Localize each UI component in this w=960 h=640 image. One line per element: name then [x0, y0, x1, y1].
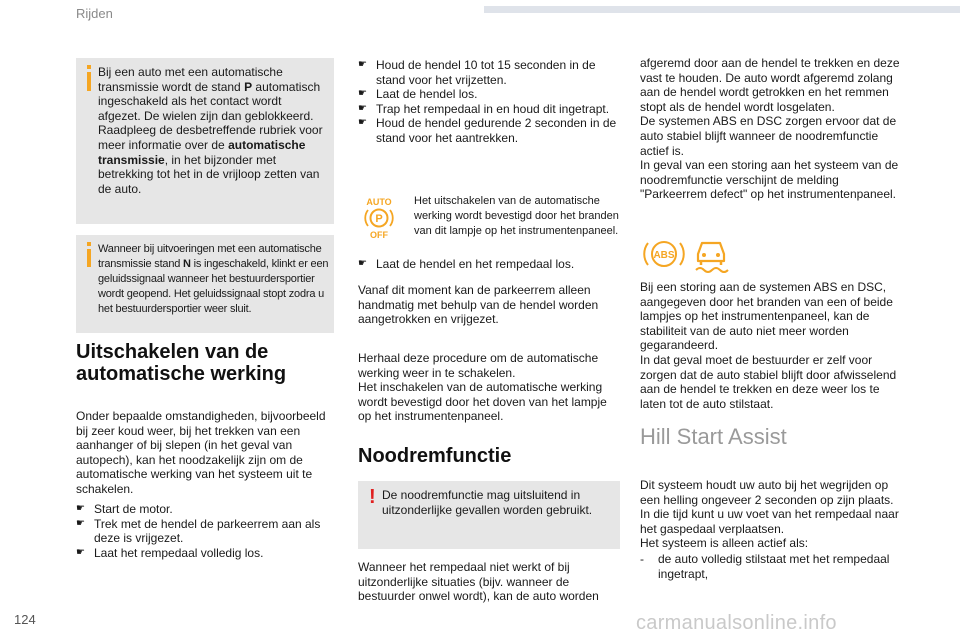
warning-box	[358, 481, 620, 549]
list-item	[358, 102, 620, 117]
stability-warning-icon	[690, 234, 732, 274]
text-run: , in het bijzonder met betrekking tot het in de vrijloop zetten van de auto.	[98, 152, 320, 196]
abs-dsc-failure-paragraph: Bij een storing aan de systemen ABS en DSC, aangegeven door het branden van een of beide lampjes op het instrumentenpaneel, kan de stabiliteit van de auto niet meer worden gegarandeerd. In dat geval moet de bestuurder er zelf voor zorgen dat de auto stabiel blijft door afwisselend aan de hendel te trekken en deze weer los te laten tot de auto stilstaat.	[640, 280, 897, 411]
list-item	[358, 87, 620, 102]
auto-icon-letter: P	[375, 213, 383, 225]
heading-emergency-brake: Noodremfunctie	[358, 445, 512, 467]
list-item	[640, 552, 902, 581]
list-item-text: Laat het rempedaal volledig los.	[94, 545, 264, 560]
text-run: Wanneer bij uitvoeringen met een automatische transmissie stand	[98, 243, 322, 270]
steps-list-2	[358, 58, 620, 146]
list-item	[358, 257, 620, 272]
warning-text: De noodremfunctie mag uitsluitend in uitzonderlijke gevallen worden gebruikt.	[382, 488, 593, 517]
info-text-buzzer	[98, 242, 330, 317]
list-item-text: Laat de hendel los.	[376, 87, 478, 102]
intro-paragraph: Onder bepaalde omstandigheden, bijvoorbeeld bij zeer koud weer, bij het trekken van een aanhanger of bij slepen (in het geval van autopech), kan het noodzakelijk zijn om de automatische werking van het systeem uit te schakelen.	[76, 409, 326, 496]
list-item	[76, 502, 338, 517]
bullet-icon: ☛	[358, 258, 367, 269]
emergency-continued-paragraph: afgeremd door aan de hendel te trekken en deze vast te houden. De auto wordt afgeremd zolang aan de hendel wordt getrokken en het remmen stopt als de hendel wordt losgelaten. De systemen ABS en DSC zorgen ervoor dat de auto stabiel blijft wanneer de noodremfunctie actief is. In geval van een storing aan het systeem van de noodremfunctie verschijnt de melding "Parkeerrem defect" op het instrumentenpaneel.	[640, 56, 900, 202]
list-item-text: Houd de hendel gedurende 2 seconden in de stand voor het aantrekken.	[376, 116, 617, 145]
heading-hill-start-assist: Hill Start Assist	[640, 424, 787, 449]
header-bar	[484, 6, 960, 13]
abs-warning-icon	[642, 236, 686, 272]
auto-icon-bottom-text: OFF	[370, 230, 388, 240]
bold-term: N	[183, 258, 191, 270]
info-box-buzzer	[76, 235, 334, 333]
auto-icon-top-text: AUTO	[366, 197, 392, 207]
list-item-text: de auto volledig stilstaat met het rempedaal ingetrapt,	[658, 552, 890, 581]
bullet-icon: ☛	[358, 59, 367, 70]
list-item	[76, 546, 338, 561]
warning-icon: !	[369, 486, 376, 508]
text-run: automatisch ingeschakeld als het contact wordt afgezet. De wielen zijn dan geblokkeerd. Raadpleeg de desbetreffende rubriek voor meer informatie over de	[98, 79, 323, 152]
text-run: is ingeschakeld, klinkt er een geluidssignaal wanneer het bestuurdersportier wordt geopend. Het geluidssignaal stopt zodra u het bestuurdersportier weer sluit.	[98, 258, 329, 315]
list-item-text: Houd de hendel 10 tot 15 seconden in de stand voor het vrijzetten.	[376, 58, 596, 87]
info-icon	[87, 249, 91, 267]
bullet-icon: ☛	[76, 546, 85, 558]
auto-off-description: Het uitschakelen van de automatische werking wordt bevestigd door het branden van dit lampje op het instrumentenpaneel.	[414, 195, 619, 237]
info-text-parking	[98, 65, 326, 196]
list-item	[76, 517, 338, 546]
step-after-list	[358, 257, 620, 272]
bullet-icon: ☛	[358, 117, 367, 129]
auto-p-off-icon	[358, 196, 400, 240]
dash-marker: -	[640, 552, 644, 566]
watermark: carmanualsonline.info	[636, 612, 837, 634]
step-text: Laat de hendel en het rempedaal los.	[376, 257, 575, 271]
steps-list-1	[76, 502, 338, 560]
page-number: 124	[14, 612, 36, 627]
text-run: Bij een auto met een automatische transmissie wordt de stand	[98, 65, 283, 94]
bold-term: P	[244, 79, 253, 94]
list-item-text: Trek met de hendel de parkeerrem aan als deze is vrijgezet.	[94, 516, 321, 546]
abs-icon-label: ABS	[653, 250, 675, 261]
list-item	[358, 58, 620, 87]
bullet-icon: ☛	[76, 503, 85, 514]
list-item-text: Start de motor.	[94, 502, 173, 516]
heading-deactivate-auto: Uitschakelen van de automatische werking	[76, 341, 287, 385]
bullet-icon: ☛	[76, 517, 85, 529]
info-box-parking	[76, 58, 334, 224]
bold-term: automatische transmissie	[98, 137, 306, 167]
hill-start-paragraph: Dit systeem houdt uw auto bij het wegrijden op een helling ongeveer 2 seconden op zijn plaats. In die tijd kunt u uw voet van het rempedaal naar het gaspedaal verplaatsen. Het systeem is alleen actief als:	[640, 478, 899, 551]
bullet-icon: ☛	[358, 88, 367, 100]
emergency-paragraph: Wanneer het rempedaal niet werkt of bij uitzonderlijke situaties (bijv. wanneer de bestuurder onwel wordt), kan de auto worden	[358, 560, 599, 604]
bullet-icon: ☛	[358, 102, 367, 114]
manual-only-paragraph: Vanaf dit moment kan de parkeerrem alleen handmatig met behulp van de hendel worden aangetrokken en vrijgezet.	[358, 283, 599, 327]
list-item	[358, 116, 620, 145]
list-item-text: Trap het rempedaal in en houd dit ingetrapt.	[376, 101, 610, 116]
running-header: Rijden	[76, 6, 113, 21]
reactivate-paragraph: Herhaal deze procedure om de automatische werking weer in te schakelen. Het inschakelen van de automatische werking wordt bevestigd door het doven van het lampje op het instrumentenpaneel.	[358, 351, 607, 424]
info-icon	[87, 72, 91, 91]
hill-start-conditions	[640, 552, 902, 581]
